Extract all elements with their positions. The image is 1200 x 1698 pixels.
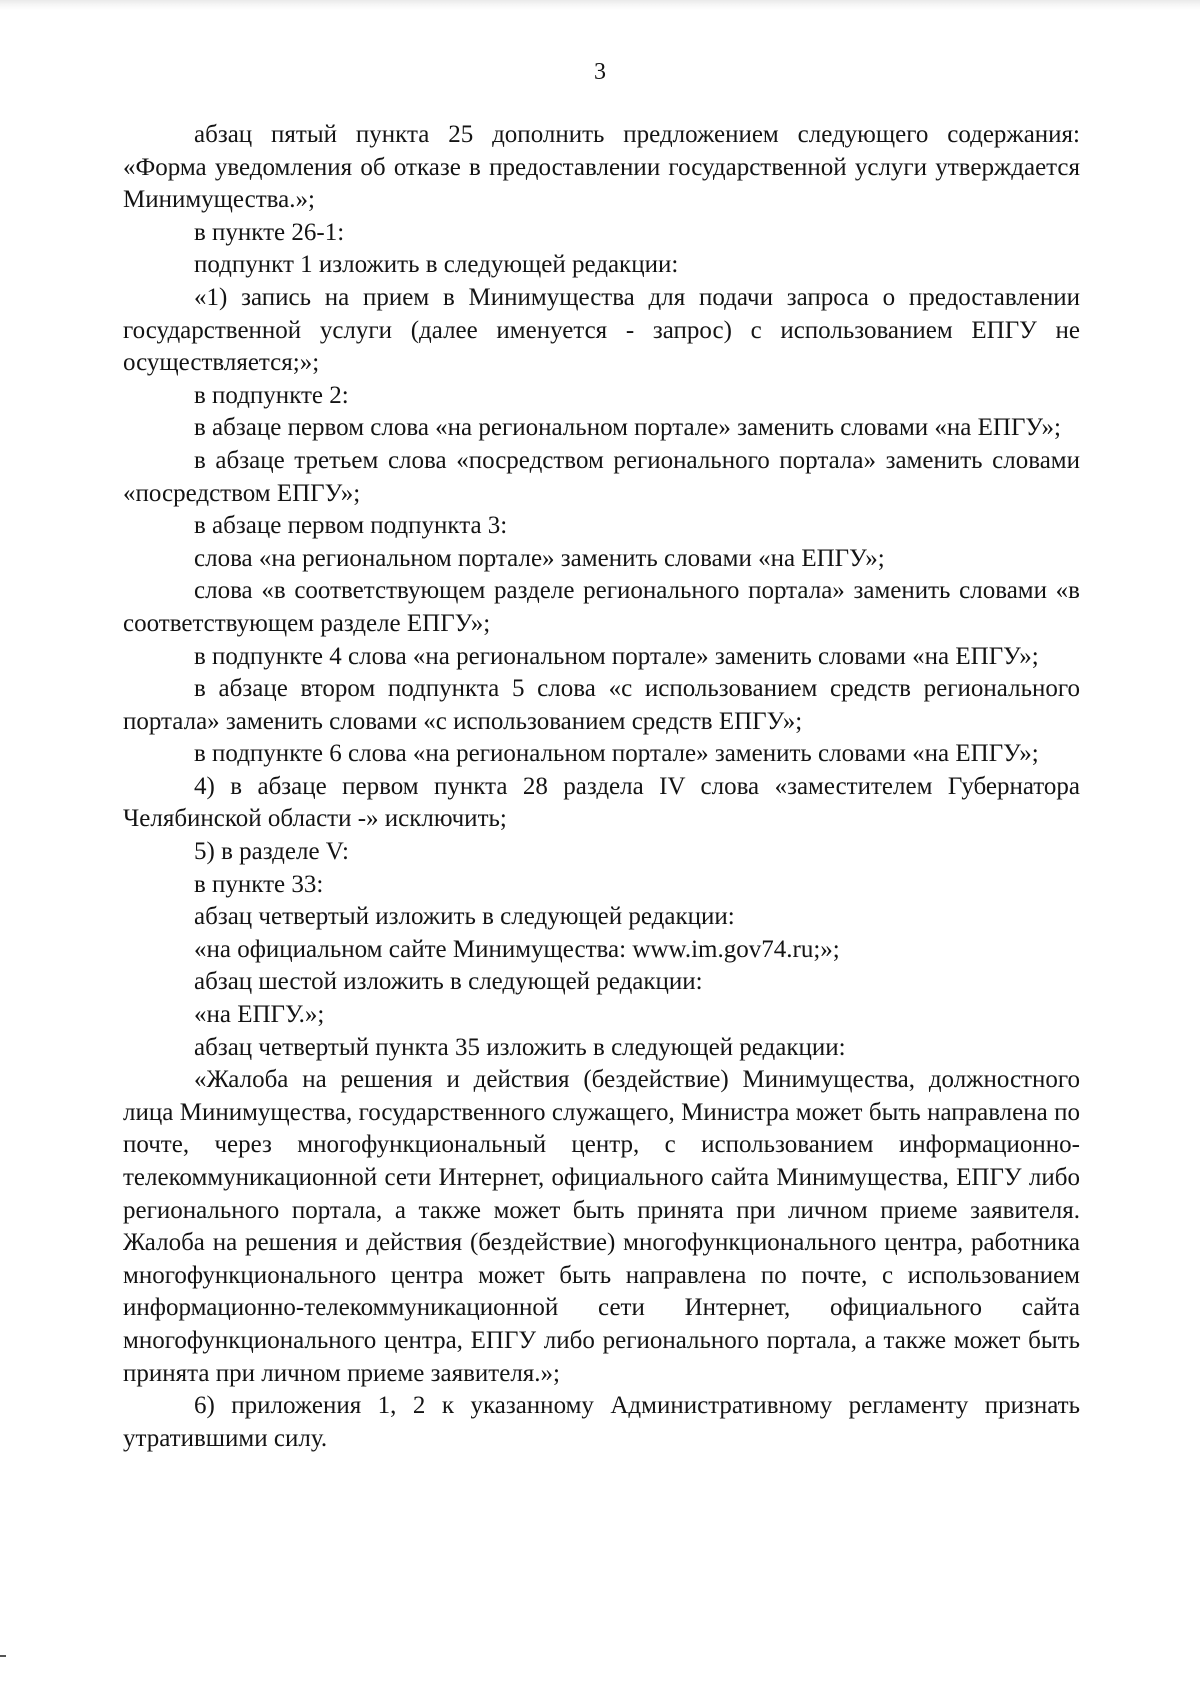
paragraph-3: подпункт 1 изложить в следующей редакции: xyxy=(194,251,679,279)
scan-edge-shading xyxy=(0,0,1200,10)
paragraph-4: «1) запись на прием в Минимущества для подачи запроса о предоставлении государственной услуги (далее именуется - запрос) с использованием ЕПГУ не осуществляется;»; xyxy=(123,283,1080,377)
paragraph-2: в пункте 26-1: xyxy=(194,218,345,246)
paragraph-7: в абзаце третьем слова «посредством регионального портала» заменить словами «посредством ЕПГУ»; xyxy=(123,446,1080,507)
document-body xyxy=(123,119,1080,1455)
paragraph-20: «на ЕПГУ.»; xyxy=(194,1001,325,1029)
paragraph-21: абзац четвертый пункта 35 изложить в следующей редакции: xyxy=(194,1033,846,1061)
paragraph-14: 4) в абзаце первом пункта 28 раздела IV слова «заместителем Губернатора Челябинской области -» исключить; xyxy=(123,772,1080,833)
paragraph-11: в подпункте 4 слова «на региональном портале» заменить словами «на ЕПГУ»; xyxy=(194,642,1039,670)
paragraph-22: «Жалоба на решения и действия (бездействие) Минимущества, должностного лица Минимущества, государственного служащего, Министра может быть направлена по почте, через многофункциональный центр, с использованием информационно-телекоммуникационной сети Интернет, официального сайта Минимущества, ЕПГУ либо регионального портала, а также может быть принята при личном приеме заявителя. Жалоба на решения и действия (бездействие) многофункционального центра, работника многофункционального центра может быть направлена по почте, с использованием информационно-телекоммуникационной сети Интернет, официального сайта многофункционального центра, ЕПГУ либо регионального портала, а также может быть принята при личном приеме заявителя.»; xyxy=(123,1066,1080,1387)
paragraph-8: в абзаце первом подпункта 3: xyxy=(194,512,508,540)
paragraph-15: 5) в разделе V: xyxy=(194,838,349,866)
paragraph-17: абзац четвертый изложить в следующей редакции: xyxy=(194,903,735,931)
page-number: 3 xyxy=(594,59,606,85)
scan-margin-mark xyxy=(0,1655,6,1657)
paragraph-23: 6) приложения 1, 2 к указанному Административному регламенту признать утратившими силу. xyxy=(123,1392,1080,1452)
paragraph-6: в абзаце первом слова «на региональном портале» заменить словами «на ЕПГУ»; xyxy=(194,414,1061,442)
paragraph-16: в пункте 33: xyxy=(194,870,324,898)
paragraph-18: «на официальном сайте Минимущества: www.im.gov74.ru;»; xyxy=(194,935,840,963)
paragraph-5: в подпункте 2: xyxy=(194,381,349,409)
paragraph-9: слова «на региональном портале» заменить словами «на ЕПГУ»; xyxy=(194,544,885,572)
paragraph-12: в абзаце втором подпункта 5 слова «с использованием средств регионального портала» заменить словами «с использованием средств ЕПГУ»; xyxy=(123,675,1080,735)
paragraph-1: абзац пятый пункта 25 дополнить предложением следующего содержания: «Форма уведомления об отказе в предоставлении государственной услуги утверждается Минимущества.»; xyxy=(123,121,1080,214)
paragraph-13: в подпункте 6 слова «на региональном портале» заменить словами «на ЕПГУ»; xyxy=(194,740,1039,768)
paragraph-10: слова «в соответствующем разделе регионального портала» заменить словами «в соответствующем разделе ЕПГУ»; xyxy=(123,577,1080,637)
paragraph-19: абзац шестой изложить в следующей редакции: xyxy=(194,968,703,996)
